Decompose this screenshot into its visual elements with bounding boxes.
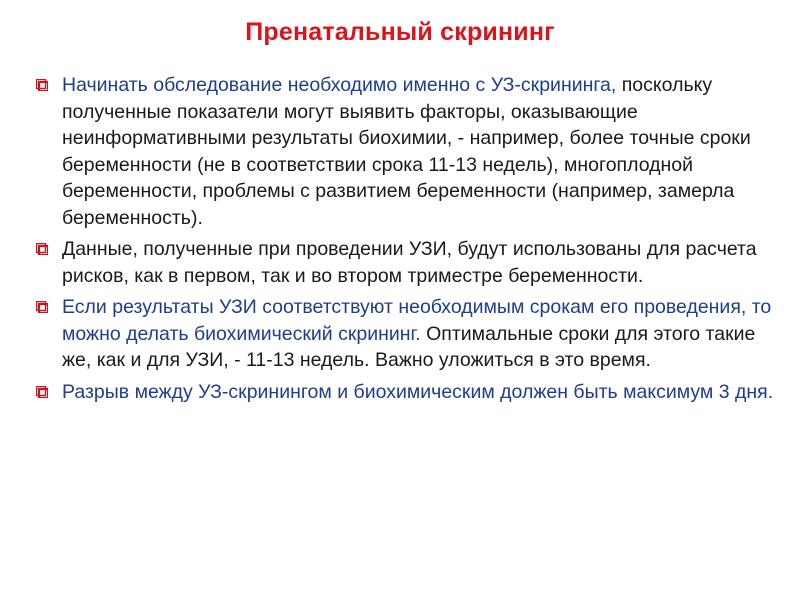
bullet-body-text: Оптимальные сроки для этого такие же, как и для УЗИ, - 11-13 недель. Важно уложиться в это время. <box>62 322 756 371</box>
slide-title: Пренатальный скрининг <box>245 18 555 46</box>
bullet-accent-text: Начинать обследование необходимо именно с УЗ-скрининга, <box>62 74 617 96</box>
bullet-accent-text: Разрыв между УЗ-скринингом и биохимическим должен быть максимум 3 дня. <box>62 380 774 403</box>
bullet-item <box>36 236 781 289</box>
bullet-accent-text: Если результаты УЗИ соответствуют необходимым срокам его проведения, то можно делать биохимический скрининг. <box>62 296 772 345</box>
bullet-item <box>36 72 781 231</box>
bullet-list <box>36 72 781 410</box>
checkbox-square-icon <box>36 386 48 398</box>
bullet-body-text: Данные, полученные при проведении УЗИ, будут использованы для расчета рисков, как в первом, так и во втором триместре беременности. <box>62 238 757 287</box>
checkbox-square-icon <box>36 301 48 313</box>
checkbox-square-icon <box>36 79 48 91</box>
bullet-item <box>36 379 781 406</box>
bullet-item <box>36 294 781 374</box>
checkbox-square-icon <box>36 243 48 255</box>
bullet-body-text: поскольку полученные показатели могут выявить факторы, оказывающие неинформативными результаты биохимии, - например, более точные сроки беременности (не в соответствии срока 11-13 недель), многоплодной беременности, проблемы с развитием беременности (например, замерла беременность). <box>62 74 751 229</box>
